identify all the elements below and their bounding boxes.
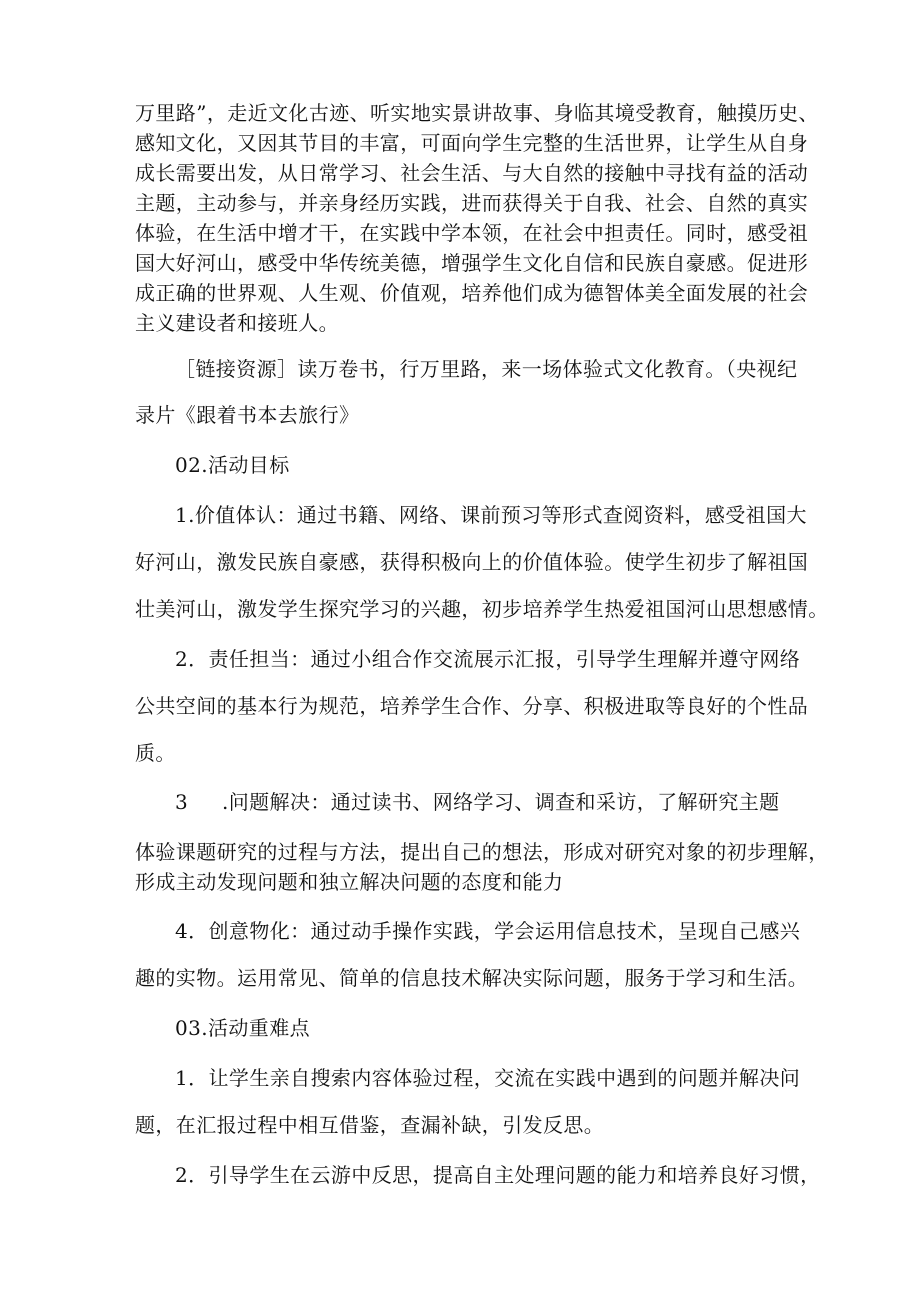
objective-line: 体验课题研究的过程与方法，提出自己的想法，形成对研究对象的初步理解， xyxy=(135,840,829,864)
objective-line: 质。 xyxy=(135,741,176,765)
objective-line: 趣的实物。运用常见、简单的信息技术解决实际问题，服务于学习和生活。 xyxy=(135,966,809,990)
paragraph-line: 国大好河山，感受中华传统美德，增强学生文化自信和民族自豪感。促进形 xyxy=(135,251,809,275)
objective-line: 好河山，激发民族自豪感，获得积极向上的价值体验。使学生初步了解祖国 xyxy=(135,550,809,574)
section-heading: 02.活动目标 xyxy=(175,453,290,477)
link-resource-line: ［链接资源］读万卷书，行万里路，来一场体验式文化教育。（央视纪 xyxy=(175,357,798,381)
objective-line: 壮美河山，激发学生探究学习的兴趣，初步培养学生热爱祖国河山思想感情。 xyxy=(135,597,829,621)
paragraph-line: 主义建设者和接班人。 xyxy=(135,311,339,335)
paragraph-line: 感知文化，又因其节目的丰富，可面向学生完整的生活世界，让学生从自身 xyxy=(135,131,809,155)
key-point-item: 2．引导学生在云游中反思，提高自主处理问题的能力和培养良好习惯， xyxy=(175,1163,821,1187)
key-point-line: 题，在汇报过程中相互借鉴，查漏补缺，引发反思。 xyxy=(135,1113,605,1137)
objective-line: 形成主动发现问题和独立解决问题的态度和能力 xyxy=(135,870,564,894)
objective-item: 2．责任担当：通过小组合作交流展示汇报，引导学生理解并遵守网络 xyxy=(175,647,801,671)
section-heading: 03.活动重难点 xyxy=(175,1016,311,1040)
objective-item: .问题解决：通过读书、网络学习、调查和采访，了解研究主题 xyxy=(222,790,780,814)
key-point-item: 1．让学生亲自搜索内容体验过程，交流在实践中遇到的问题并解决问 xyxy=(175,1066,801,1090)
link-resource-line: 录片《跟着书本去旅行》 xyxy=(135,403,360,427)
paragraph-line: 成长需要出发，从日常学习、社会生活、与大自然的接触中寻找有益的活动 xyxy=(135,161,809,185)
objective-item: 1.价值体认：通过书籍、网络、课前预习等形式查阅资料，感受祖国大 xyxy=(175,503,807,527)
paragraph-line: 成正确的世界观、人生观、价值观，培养他们成为德智体美全面发展的社会 xyxy=(135,281,809,305)
paragraph-line: 体验，在生活中增才干，在实践中学本领，在社会中担责任。同时，感受祖 xyxy=(135,221,809,245)
objective-line: 公共空间的基本行为规范，培养学生合作、分享、积极进取等良好的个性品 xyxy=(135,694,809,718)
paragraph-line: 主题，主动参与，并亲身经历实践，进而获得关于自我、社会、自然的真实 xyxy=(135,191,809,215)
paragraph-line: 万里路”，走近文化古迹、听实地实景讲故事、身临其境受教育，触摸历史、 xyxy=(135,101,819,125)
objective-item: 4．创意物化：通过动手操作实践，学会运用信息技术，呈现自己感兴 xyxy=(175,919,801,943)
objective-number: 3 xyxy=(175,790,189,814)
